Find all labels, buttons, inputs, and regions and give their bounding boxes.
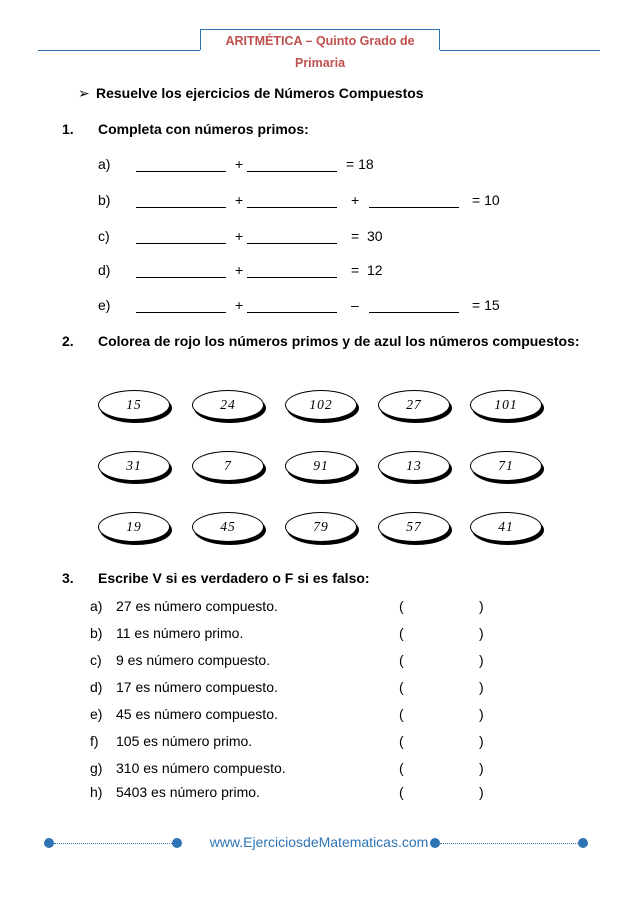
- footer-url-link[interactable]: www.EjerciciosdeMatematicas.com: [209, 834, 429, 850]
- answer-blank[interactable]: [136, 232, 226, 244]
- intro-instruction: Resuelve los ejercicios de Números Compuestos: [96, 85, 424, 101]
- bullet-arrow-icon: ➢: [78, 85, 90, 101]
- tf-label: b): [90, 625, 103, 641]
- answer-paren-close[interactable]: ): [479, 784, 484, 800]
- answer-paren-open[interactable]: (: [399, 784, 404, 800]
- number-oval[interactable]: 41: [470, 512, 542, 542]
- q3-title: Escribe V si es verdadero o F si es falso:: [98, 570, 370, 586]
- answer-paren-close[interactable]: ): [479, 625, 484, 641]
- number-oval[interactable]: 15: [98, 390, 170, 420]
- q1-row-label: e): [98, 297, 111, 313]
- number-oval[interactable]: 71: [470, 451, 542, 481]
- plus-sign: +: [235, 262, 244, 278]
- q1-row-label: c): [98, 228, 110, 244]
- number-oval[interactable]: 57: [378, 512, 450, 542]
- answer-paren-open[interactable]: (: [399, 760, 404, 776]
- footer-dot-icon: [430, 838, 440, 848]
- q3-number: 3.: [62, 570, 74, 586]
- answer-paren-open[interactable]: (: [399, 652, 404, 668]
- q1-result: = 30: [351, 228, 383, 244]
- tf-label: a): [90, 598, 103, 614]
- q1-result: = 18: [346, 156, 374, 172]
- answer-blank[interactable]: [247, 232, 337, 244]
- plus-sign: +: [235, 156, 244, 172]
- q1-row-label: d): [98, 262, 111, 278]
- answer-paren-open[interactable]: (: [399, 733, 404, 749]
- tf-label: g): [90, 760, 103, 776]
- q2-number: 2.: [62, 333, 74, 349]
- q1-number: 1.: [62, 121, 74, 137]
- tf-statement: 5403 es número primo.: [116, 784, 260, 800]
- answer-blank[interactable]: [247, 196, 337, 208]
- tf-label: h): [90, 784, 103, 800]
- answer-paren-open[interactable]: (: [399, 679, 404, 695]
- number-oval[interactable]: 102: [285, 390, 357, 420]
- q1-title: Completa con números primos:: [98, 121, 309, 137]
- plus-sign: +: [235, 297, 244, 313]
- number-oval[interactable]: 13: [378, 451, 450, 481]
- q1-result: = 15: [472, 297, 500, 313]
- number-oval[interactable]: 24: [192, 390, 264, 420]
- answer-blank[interactable]: [136, 196, 226, 208]
- tf-statement: 17 es número compuesto.: [116, 679, 278, 695]
- tf-label: e): [90, 706, 103, 722]
- number-oval[interactable]: 19: [98, 512, 170, 542]
- plus-sign: +: [235, 228, 244, 244]
- plus-sign: +: [235, 192, 244, 208]
- number-oval[interactable]: 45: [192, 512, 264, 542]
- minus-sign: –: [351, 297, 359, 313]
- answer-paren-close[interactable]: ): [479, 598, 484, 614]
- tf-statement: 27 es número compuesto.: [116, 598, 278, 614]
- tf-statement: 9 es número compuesto.: [116, 652, 271, 668]
- number-oval[interactable]: 27: [378, 390, 450, 420]
- answer-blank[interactable]: [247, 160, 337, 172]
- q1-result: = 12: [351, 262, 383, 278]
- footer-dotted-rule: [440, 843, 580, 844]
- answer-blank[interactable]: [369, 196, 459, 208]
- q1-row-label: a): [98, 156, 111, 172]
- tf-statement: 11 es número primo.: [116, 625, 244, 641]
- tf-statement: 310 es número compuesto.: [116, 760, 286, 776]
- footer-dot-icon: [578, 838, 588, 848]
- answer-blank[interactable]: [369, 301, 459, 313]
- tf-statement: 105 es número primo.: [116, 733, 253, 749]
- number-oval[interactable]: 7: [192, 451, 264, 481]
- tf-label: c): [90, 652, 102, 668]
- answer-blank[interactable]: [136, 160, 226, 172]
- header-rule-left: [38, 50, 200, 51]
- plus-sign: +: [351, 192, 360, 208]
- answer-paren-close[interactable]: ): [479, 733, 484, 749]
- answer-blank[interactable]: [136, 266, 226, 278]
- answer-paren-open[interactable]: (: [399, 598, 404, 614]
- tf-statement: 45 es número compuesto.: [116, 706, 278, 722]
- answer-paren-open[interactable]: (: [399, 625, 404, 641]
- answer-paren-close[interactable]: ): [479, 706, 484, 722]
- q2-title: Colorea de rojo los números primos y de azul los números compuestos:: [98, 333, 580, 349]
- q1-result: = 10: [472, 192, 500, 208]
- answer-paren-close[interactable]: ): [479, 679, 484, 695]
- number-oval[interactable]: 79: [285, 512, 357, 542]
- tf-label: f): [90, 733, 99, 749]
- q1-row-label: b): [98, 192, 111, 208]
- answer-paren-open[interactable]: (: [399, 706, 404, 722]
- answer-paren-close[interactable]: ): [479, 652, 484, 668]
- answer-blank[interactable]: [247, 266, 337, 278]
- page-title: ARITMÉTICA – Quinto Grado de Primaria: [200, 29, 440, 50]
- header-rule-right: [440, 50, 600, 51]
- number-oval[interactable]: 91: [285, 451, 357, 481]
- number-oval[interactable]: 31: [98, 451, 170, 481]
- answer-paren-close[interactable]: ): [479, 760, 484, 776]
- answer-blank[interactable]: [247, 301, 337, 313]
- tf-label: d): [90, 679, 103, 695]
- number-oval[interactable]: 101: [470, 390, 542, 420]
- answer-blank[interactable]: [136, 301, 226, 313]
